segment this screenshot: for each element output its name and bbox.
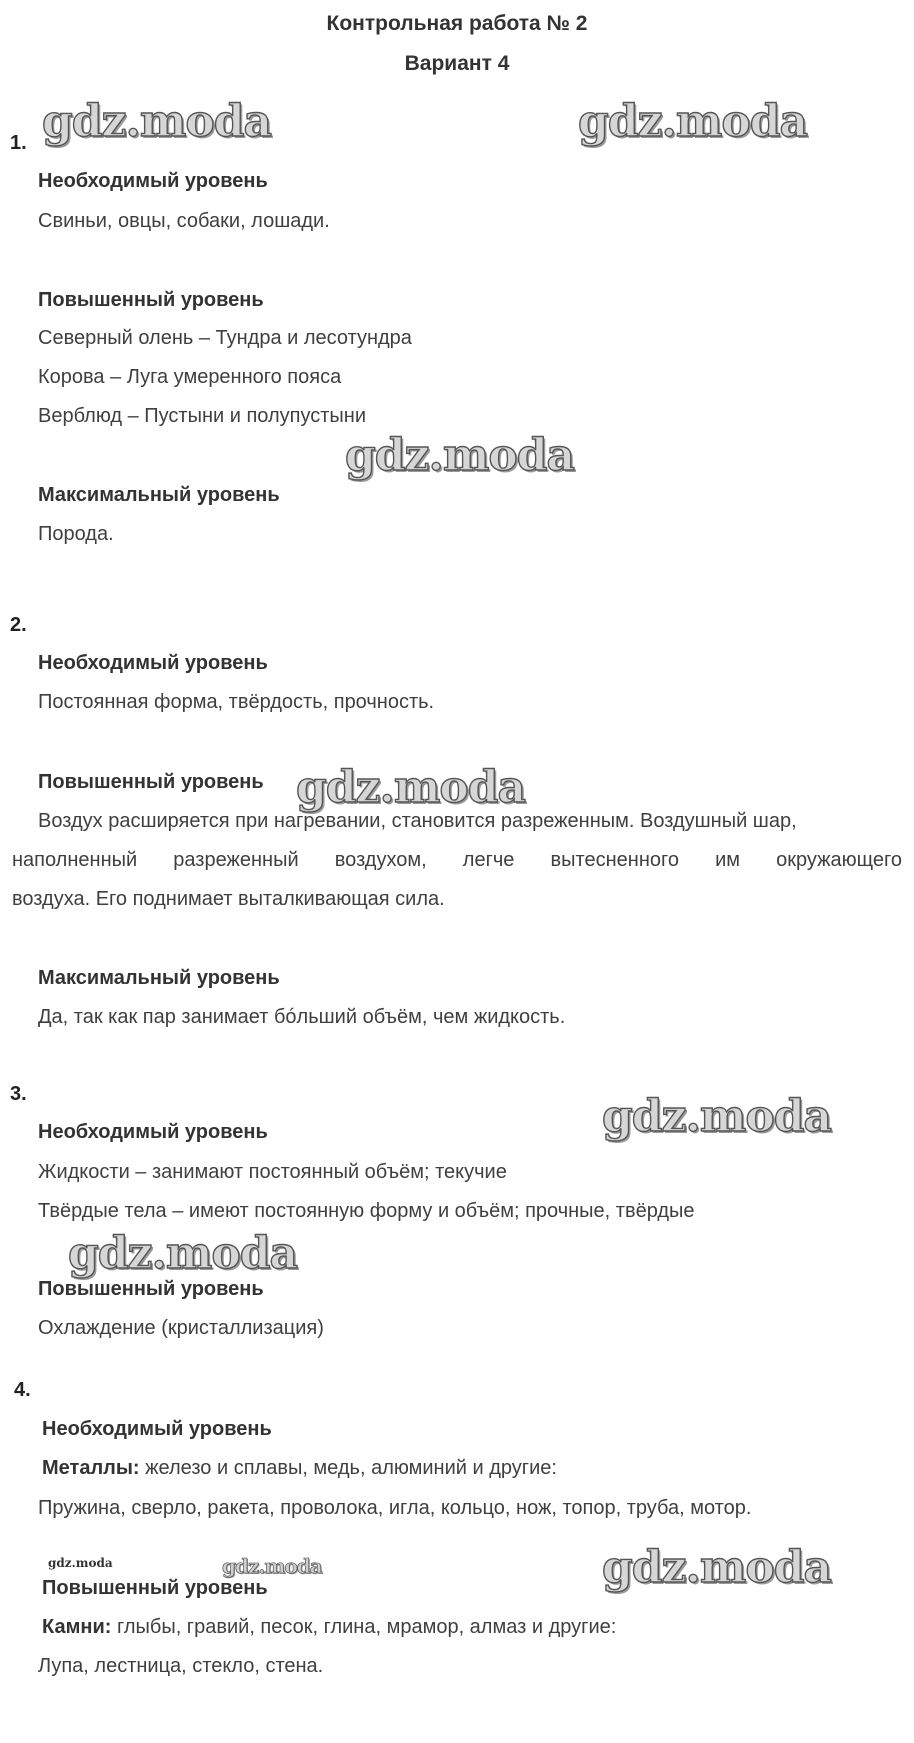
category-label: Металлы: <box>42 1457 140 1479</box>
level-title: Повышенный уровень <box>38 289 264 311</box>
level-title: Необходимый уровень <box>38 170 268 192</box>
answer-line: Воздух расширяется при нагревании, становится разреженным. Воздушный шар, <box>38 810 797 832</box>
watermark: gdz.moda <box>296 762 526 813</box>
level-title: Повышенный уровень <box>38 1278 264 1300</box>
watermark: gdz.moda <box>42 96 272 147</box>
level-title: Повышенный уровень <box>38 771 264 793</box>
answer-line: наполненный разреженный воздухом, легче вытесненного им окружающего <box>12 849 902 871</box>
answer-line: воздуха. Его поднимает выталкивающая сила. <box>12 888 445 910</box>
answer-line: Верблюд – Пустыни и полупустыни <box>38 405 367 427</box>
watermark: gdz.moda <box>48 1556 113 1570</box>
task-number: 3. <box>10 1083 27 1105</box>
watermark: gdz.moda <box>68 1228 298 1279</box>
category-label: Камни: <box>42 1616 112 1638</box>
answer-line: Корова – Луга умеренного пояса <box>38 366 342 388</box>
watermark: gdz.moda <box>602 1091 832 1142</box>
watermark: gdz.moda <box>345 430 575 481</box>
answer-line <box>42 1616 616 1639</box>
answer-line: Да, так как пар занимает бóльший объём, чем жидкость. <box>38 1006 566 1028</box>
watermark: gdz.moda <box>602 1542 832 1593</box>
level-title: Необходимый уровень <box>38 652 268 674</box>
answer-line: Охлаждение (кристаллизация) <box>38 1317 324 1339</box>
answer-line: Жидкости – занимают постоянный объём; текучие <box>38 1161 507 1183</box>
answer-line <box>42 1457 557 1480</box>
answer-line: Свиньи, овцы, собаки, лошади. <box>38 210 330 232</box>
level-title: Необходимый уровень <box>42 1418 272 1440</box>
answer-line: Лупа, лестница, стекло, стена. <box>38 1655 324 1677</box>
task-number: 1. <box>10 132 27 154</box>
category-text: глыбы, гравий, песок, глина, мрамор, алмаз и другие: <box>111 1616 617 1638</box>
level-title: Максимальный уровень <box>38 967 280 989</box>
watermark: gdz.moda <box>578 96 808 147</box>
level-title: Максимальный уровень <box>38 484 280 506</box>
answer-line: Твёрдые тела – имеют постоянную форму и объём; прочные, твёрдые <box>38 1200 695 1222</box>
watermark: gdz.moda <box>222 1554 322 1578</box>
task-number: 4. <box>14 1379 31 1401</box>
answer-line: Постоянная форма, твёрдость, прочность. <box>38 691 435 713</box>
answer-line: Порода. <box>38 523 114 545</box>
variant-subtitle: Вариант 4 <box>404 52 510 75</box>
level-title: Необходимый уровень <box>38 1121 268 1143</box>
category-text: железо и сплавы, медь, алюминий и другие: <box>139 1457 557 1479</box>
task-number: 2. <box>10 614 27 636</box>
answer-line: Пружина, сверло, ракета, проволока, игла, кольцо, нож, топор, труба, мотор. <box>38 1497 752 1519</box>
page-title: Контрольная работа № 2 <box>326 12 588 35</box>
answer-line: Северный олень – Тундра и лесотундра <box>38 327 412 349</box>
level-title: Повышенный уровень <box>42 1577 268 1599</box>
